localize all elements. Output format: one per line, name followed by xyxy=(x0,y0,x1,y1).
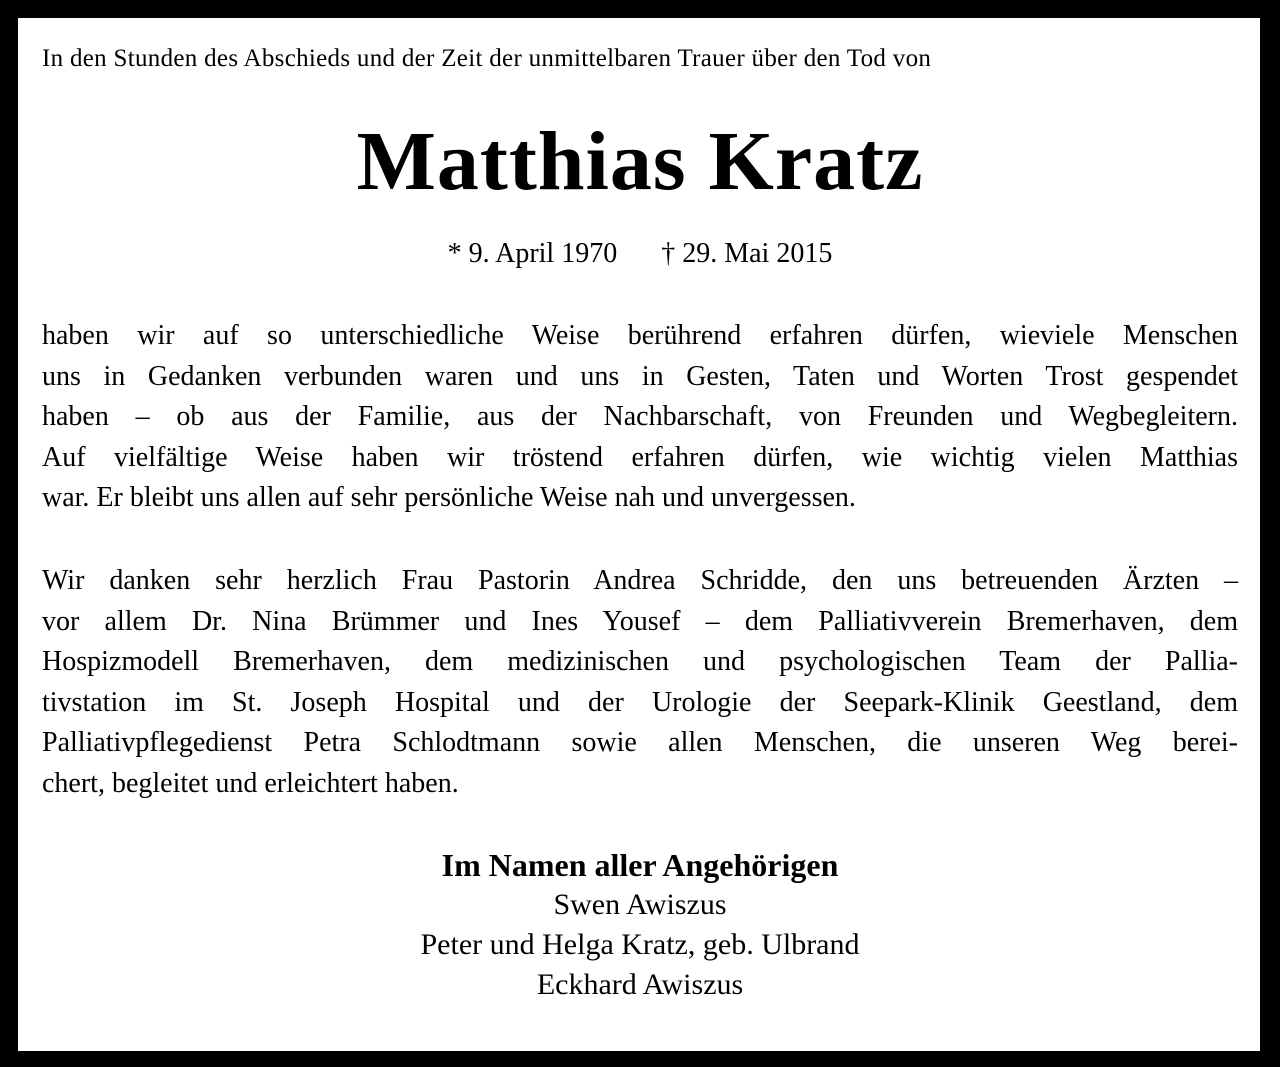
gratitude-paragraph xyxy=(42,316,1238,519)
paragraph-line: uns in Gedanken verbunden waren und uns in Gesten, Taten und Worten Trost gespendet xyxy=(42,360,1238,392)
paragraph-line: tivstation im St. Joseph Hospital und der Urologie der Seepark-Klinik Geestland, dem xyxy=(42,686,1238,718)
signatory-name: Swen Awiszus xyxy=(553,888,727,921)
thanks-paragraph xyxy=(42,561,1238,805)
birth-date: * 9. April 1970 xyxy=(447,238,618,269)
paragraph-line: war. Er bleibt uns allen auf sehr persönliche Weise nah und unvergessen. xyxy=(42,482,856,514)
life-dates xyxy=(0,235,1280,273)
signature-block xyxy=(0,845,1280,1005)
paragraph-line: vor allem Dr. Nina Brümmer und Ines Yousef – dem Palliativverein Bremerhaven, dem xyxy=(42,605,1238,637)
intro-text: In den Stunden des Abschieds und der Zeit der unmittelbaren Trauer über den Tod von xyxy=(42,45,932,72)
signature-heading: Im Namen aller Angehörigen xyxy=(441,847,839,883)
paragraph-line: haben – ob aus der Familie, aus der Nachbarschaft, von Freunden und Wegbegleitern. xyxy=(42,401,1238,433)
paragraph-line: Hospizmodell Bremerhaven, dem medizinischen und psychologischen Team der Pallia- xyxy=(42,646,1238,678)
death-date: † 29. Mai 2015 xyxy=(661,238,833,269)
paragraph-line: Wir danken sehr herzlich Frau Pastorin Andrea Schridde, den uns betreuenden Ärzten – xyxy=(42,565,1238,596)
paragraph-line: Auf vielfältige Weise haben wir tröstend erfahren dürfen, wie wichtig vielen Matthias xyxy=(42,441,1238,473)
deceased-name: Matthias Kratz xyxy=(356,115,924,208)
signatory-name: Eckhard Awiszus xyxy=(536,968,744,1001)
paragraph-line: chert, begleitet und erleichtert haben. xyxy=(42,767,459,799)
paragraph-line: Palliativpflegedienst Petra Schlodtmann sowie allen Menschen, die unseren Weg berei- xyxy=(42,727,1238,759)
paragraph-line: haben wir auf so unterschiedliche Weise berührend erfahren dürfen, wieviele Menschen xyxy=(42,320,1238,351)
signatory-name: Peter und Helga Kratz, geb. Ulbrand xyxy=(420,928,860,961)
